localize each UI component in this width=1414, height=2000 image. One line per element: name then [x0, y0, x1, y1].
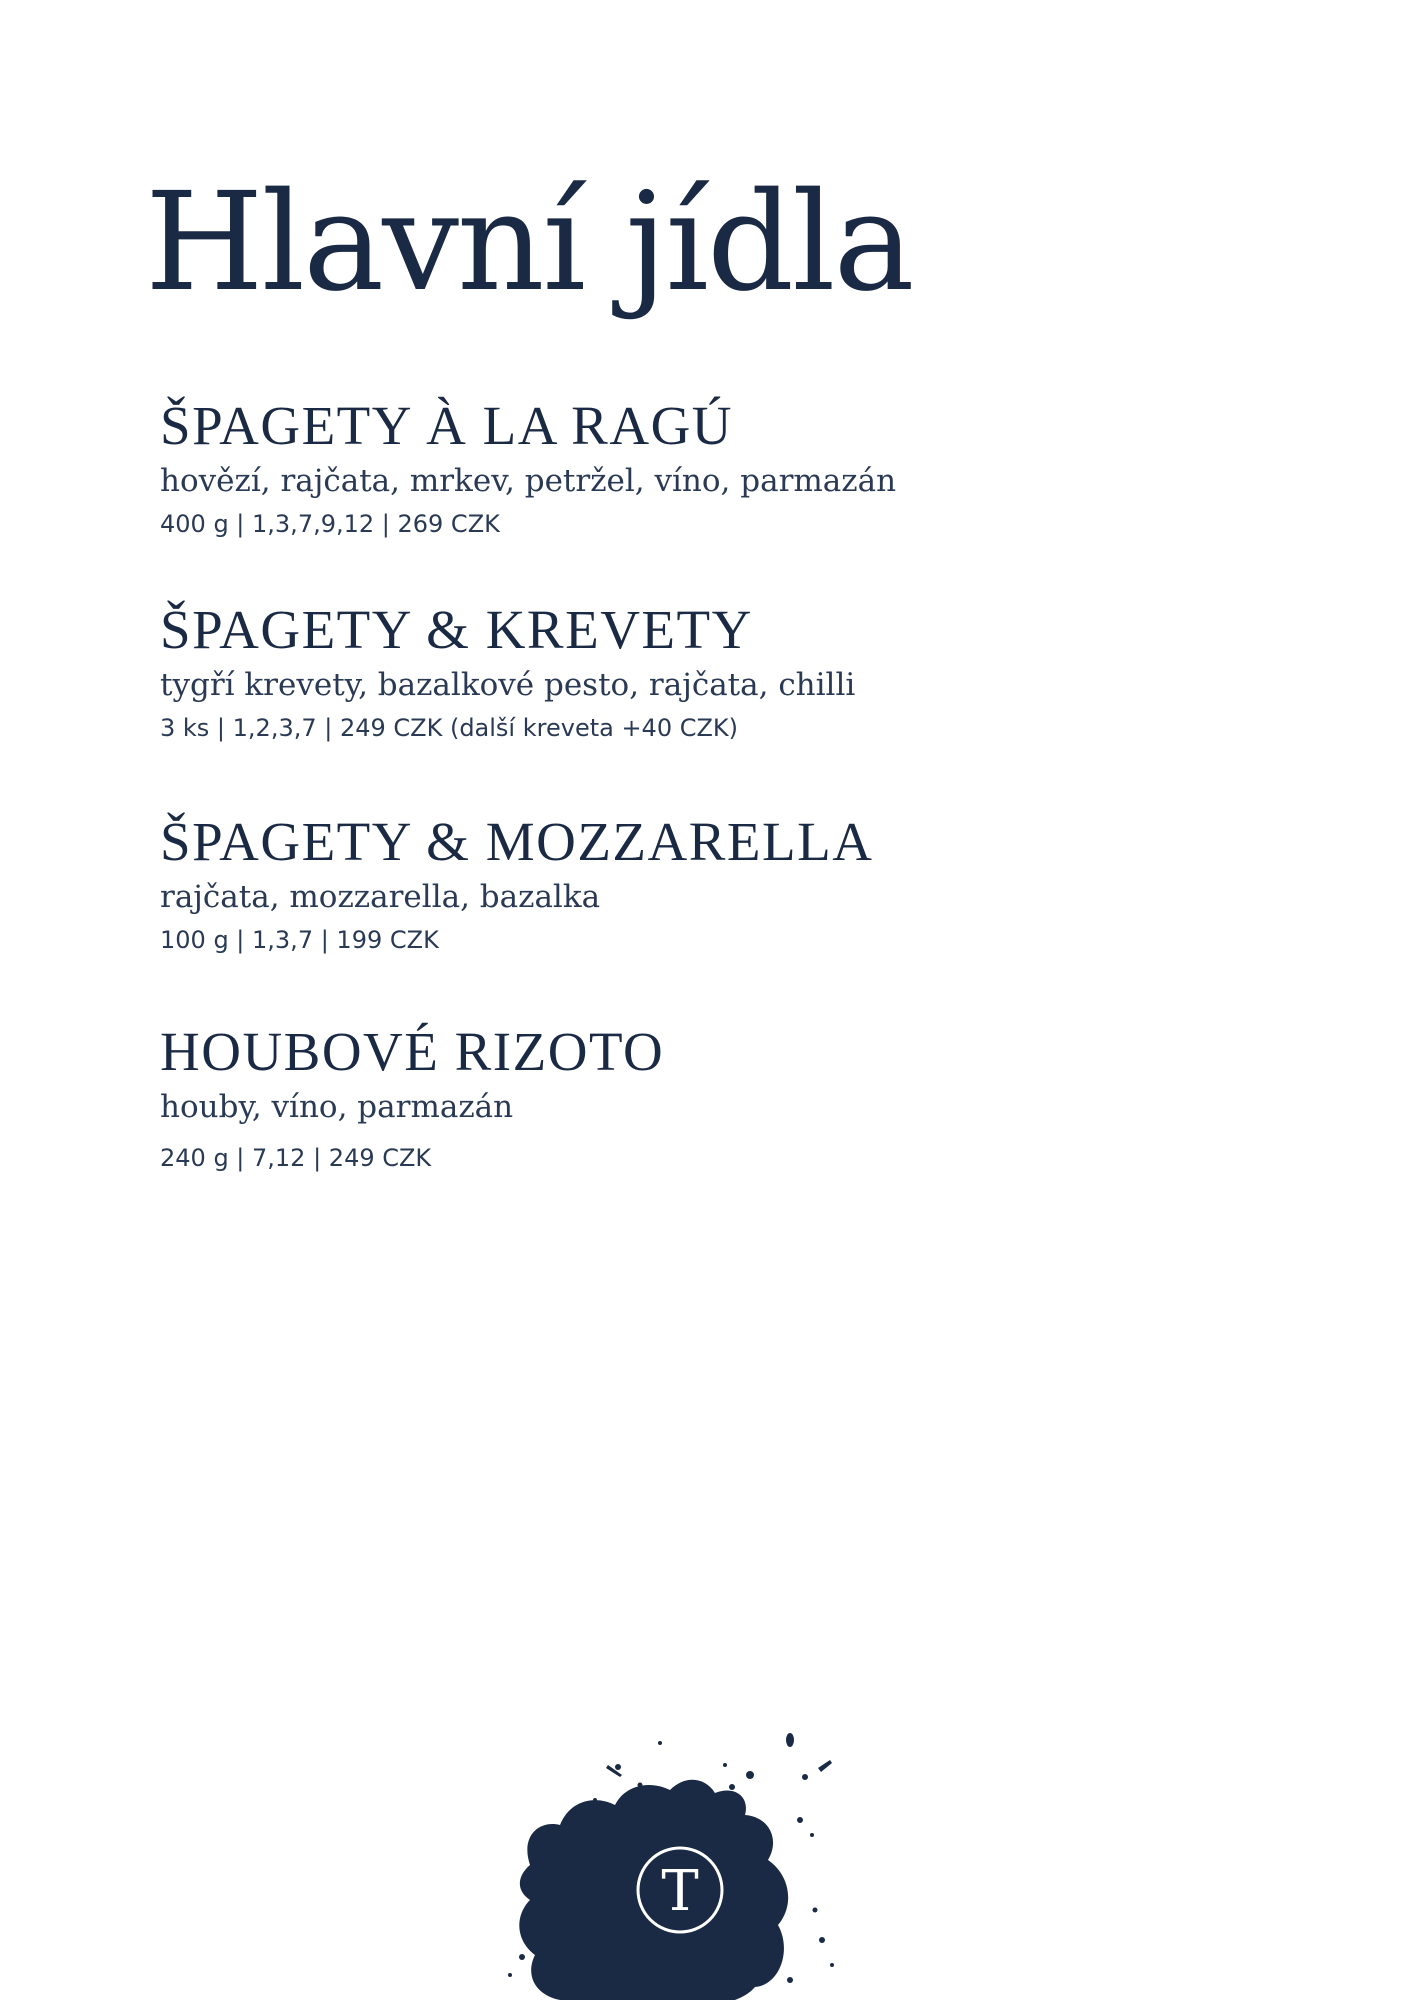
menu-item-description: houby, víno, parmazán [160, 1089, 514, 1125]
menu-item-spagety-mozzarella [160, 811, 1160, 955]
menu-item-meta: 3 ks | 1,2,3,7 | 249 CZK (další kreveta +40 CZK) [160, 714, 739, 743]
menu-item-name: ŠPAGETY À LA RAGÚ [160, 395, 734, 456]
logo-ink-splash [500, 1725, 860, 2000]
menu-item-meta: 100 g | 1,3,7 | 199 CZK [160, 926, 439, 955]
menu-item-description: hovězí, rajčata, mrkev, petržel, víno, parmazán [160, 463, 897, 499]
menu-item-description: rajčata, mozzarella, bazalka [160, 879, 601, 915]
menu-item-spagety-krevety [160, 599, 1160, 743]
menu-item-name: HOUBOVÉ RIZOTO [160, 1021, 665, 1082]
menu-item-name: ŠPAGETY & MOZZARELLA [160, 811, 874, 872]
menu-item-spagety-ragu [160, 395, 1160, 539]
menu-item-name: ŠPAGETY & KREVETY [160, 599, 753, 660]
svg-text:T: T [661, 1859, 699, 1924]
menu-item-houbove-rizoto [160, 1021, 1160, 1173]
menu-item-meta: 240 g | 7,12 | 249 CZK [160, 1144, 432, 1173]
menu-item-meta: 400 g | 1,3,7,9,12 | 269 CZK [160, 510, 500, 539]
menu-item-description: tygří krevety, bazalkové pesto, rajčata, chilli [160, 667, 856, 703]
page-title: Hlavní jídla [145, 164, 913, 322]
